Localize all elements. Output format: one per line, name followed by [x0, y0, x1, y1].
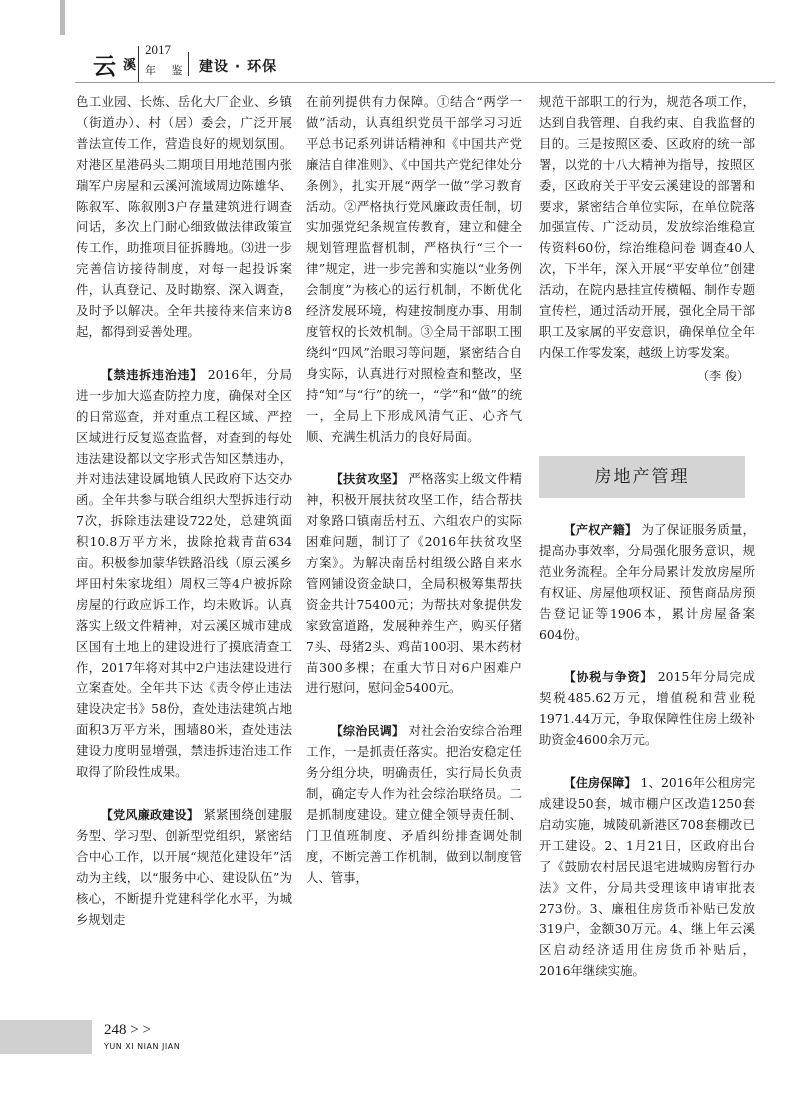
- column-2: [306, 92, 522, 889]
- page-header: [75, 42, 775, 80]
- top-decor-stripe: [60, 0, 65, 35]
- header-divider: [138, 46, 139, 82]
- header-section: 建设 · 环保: [199, 59, 278, 75]
- section-label: 【住房保障】: [563, 776, 637, 791]
- section-label: 【产权产籍】: [563, 523, 638, 537]
- paragraph-housing: [539, 773, 755, 982]
- section-text: 对社会治安综合治理工作，一是抓责任落实。把治安稳定任务分组分块，明确责任，实行局长负责制，确定专人作为社会综治联络员。二是抓制度建设。建立健全领导责任制、门卫值班制度、矛盾纠纷排查调处制度，不断完善工作机制，做到以制度管人、管事，: [306, 723, 522, 885]
- section-text: 1、2016年公租房完成建设50套，城市棚户区改造1250套启动实施，城陵矶新港区708套棚改已开工建设。2、1月21日，区政府出台了《鼓励农村居民退宅进城购房暂行办法》文件，分局共受理该申请审批表273份。3、廉租住房货币补贴已发放319户，金额30万元。4、继上年云溪区启动经济适用住房货币补贴后，2016年继续实施。: [539, 775, 755, 979]
- column-3-bottom: [539, 520, 755, 982]
- section-label: 【协税与争资】: [563, 670, 654, 685]
- paragraph-poverty: [306, 469, 522, 699]
- section-text: 严格落实上级文件精神，积极开展扶贫攻坚工作，结合帮扶对象路口镇南岳村五、六组农户的实际困难问题，制订了《2016年扶贫攻坚方案》。为解决南岳村组级公路自来水管网铺设资金缺口，全局积极筹集帮扶资金共计75400元；为帮扶对象提供发家致富道路，发展种养生产，购买仔猪7头、母猪2头、鸡苗100羽、果木药材苗300多棵；在重大节日对6户困难户进行慰问，慰问金5400元。: [306, 471, 522, 696]
- header-brand-small: 溪: [123, 58, 137, 73]
- section-label: 【党风廉政建设】: [100, 808, 200, 822]
- header-rule: [75, 82, 775, 83]
- section-text: 2015年分局完成契税485.62万元，增值税和营业税1971.44万元，争取保障性住房上级补助资金4600余万元。: [539, 669, 755, 748]
- header-year: 2017: [145, 42, 171, 57]
- paragraph: 在前列提供有力保障。①结合“两学一做”活动，认真组织党员干部学习习近平总书记系列讲话精神和《中国共产党廉洁自律准则》、《中国共产党纪律处分条例》，扎实开展“两学一做”学习教育活动。②严格执行党风廉政责任制，切实加强党纪条规宣传教育，建立和健全规划管理监督机制，严格执行“三个一律”规定，进一步完善和实施以“业务例会制度”为核心的运行机制，不断优化经济发展环境，构建按制度办事、用制度管权的长效机制。③全局干部职工围绕纠“四风”治眼习等问题，紧密结合自身实际，认真进行对照检查和整改，坚持“知”与“行”的统一，“学”和“做”的统一，全局上下形成风清气正、心齐气顺、充满生机活力的良好局面。: [306, 94, 522, 444]
- page-number: 248 > >: [104, 1022, 151, 1038]
- column-3-top: [539, 92, 755, 387]
- paragraph-security: [306, 721, 522, 888]
- column-1: [76, 92, 292, 930]
- section-label: 【扶贫攻坚】: [330, 472, 405, 487]
- section-text: 2016年，分局进一步加大巡查防控力度，确保对全区的日常巡查，并对重点工程区域、严控区域进行反复巡查监督，对查到的每处违法建设都以文字形式告知区禁违办，并对违法建设属地镇人民政府下达交办函。全年共参与联合组织大型拆违行动7次，拆除违法建设722处，总建筑面积10.8万平方米，拔除抢栽青苗634亩。积极参加蒙华铁路沿线（原云溪乡坪田村朱家垅组）周权三等4户被拆除房屋的行政应诉工作，均未败诉。认真落实上级文件精神，对云溪区城市建成区国有土地上的建设进行了摸底清查工作，2017年将对其中2户违法建设进行立案查处。全年共下达《责令停止违法建设决定书》58份，查处违法建筑占地面积3万平方米，围墙80米，查处违法建设力度明显增强，禁违拆违治违工作取得了阶段性成果。: [76, 366, 292, 780]
- section-title-box: 房地产管理: [539, 456, 745, 498]
- paragraph-demolition: [76, 365, 292, 783]
- section-text: 为了保证服务质量，提高办事效率，分局强化服务意识，规范业务流程。全年分局累计发放房屋所有权证、房屋他项权证、预售商品房预告登记证等1906本，累计房屋备案604份。: [539, 522, 755, 642]
- header-yearbook: 年 鉴: [145, 64, 189, 77]
- header-brand: 云: [93, 53, 117, 80]
- section-label: 【禁违拆违治违】: [100, 367, 204, 382]
- footer-subtitle: YUN XI NIAN JIAN: [104, 1042, 181, 1051]
- paragraph: 规范干部职工的行为，规范各项工作，达到自我管理、自我约束、自我监督的目的。三是按照区委、区政府的统一部署，以党的十八大精神为指导，按照区委，区政府关于平安云溪建设的部署和要求，紧密结合单位实际，在单位院落加强宣传、广泛动员，发放综治维稳宣传资料60份，综治维稳问卷 调查40人次，下半年，深入开展“平安单位”创建活动，在院内悬挂宣传横幅、制作专题宣传栏，通过活动开展，强化全局干部职工及家属的平安意识，确保单位全年内保工作零发案，越级上访零发案。: [539, 94, 755, 360]
- paragraph-tax: [539, 667, 755, 751]
- paragraph: 色工业园、长炼、岳化大厂企业、乡镇（街道办）、村（居）委会，广泛开展普法宣传工作，营造良好的规划氛围。对港区星港码头二期项目用地范围内张瑞军户房屋和云溪河流域周边陈雄华、陈叙军、陈叙刚3户存量建筑进行调查问话，多次上门耐心细致做法律政策宣传工作，助推项目征拆腾地。⑶进一步完善信访接待制度，对每一起投诉案件，认真登记、及时勘察、深入调查，及时予以解决。全年共接待来信来访8起，都得到妥善处理。: [76, 94, 292, 339]
- header-divider-2: [188, 52, 189, 76]
- footer-band: [0, 1020, 92, 1054]
- paragraph-property: [539, 520, 755, 645]
- section-text: 紧紧围绕创建服务型、学习型、创新型党组织，紧密结合中心工作，以开展“规范化建设年”活动为主线，以“服务中心、建设队伍”为核心，不断提升党建科学化水平，为城乡规划走: [76, 807, 292, 927]
- author: （李 俊）: [697, 368, 749, 383]
- paragraph-party: [76, 805, 292, 930]
- section-label: 【综治民调】: [330, 724, 405, 739]
